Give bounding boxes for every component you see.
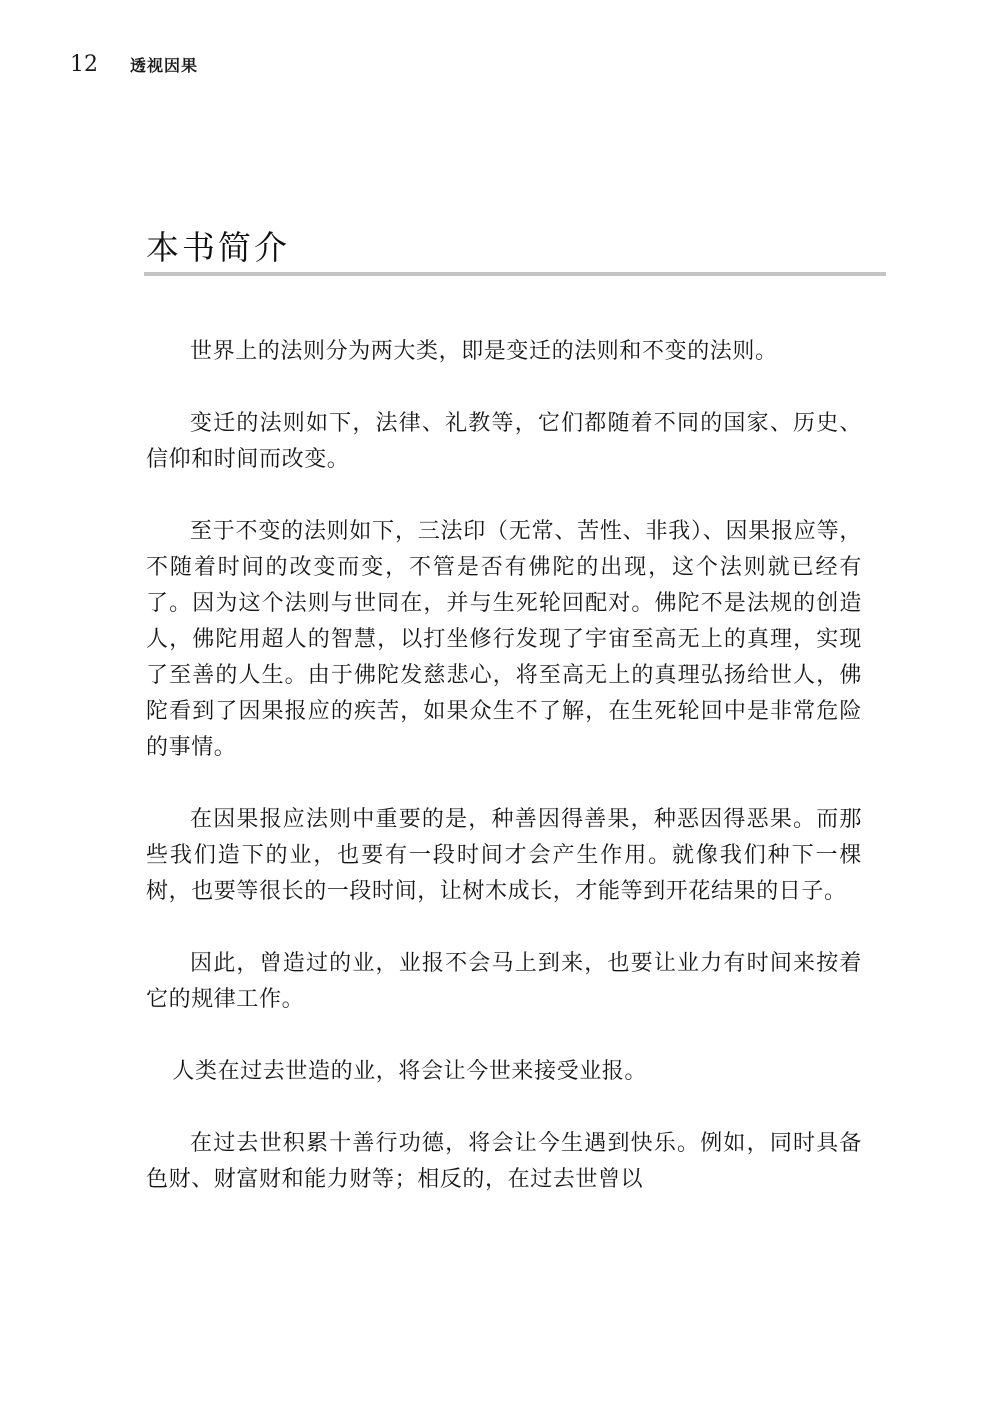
chapter-title: 本书简介 xyxy=(146,228,290,267)
page-number: 12 xyxy=(70,52,98,77)
paragraph: 人类在过去世造的业，将会让今世来接受业报。 xyxy=(172,1059,647,1084)
heading-divider xyxy=(144,272,886,276)
paragraph: 在因果报应法则中重要的是，种善因得善果，种恶因得恶果。而那些我们造下的业，也要有一段时间才会产生作用。就像我们种下一棵树，也要等很长的一段时间，让树木成长，才能等到开花结果的日子。 xyxy=(146,807,862,904)
running-title: 透视因果 xyxy=(130,56,199,75)
paragraph: 在过去世积累十善行功德，将会让今生遇到快乐。例如，同时具备色财、财富财和能力财等；相反的，在过去世曾以 xyxy=(146,1131,862,1192)
page-header xyxy=(70,52,198,82)
paragraph: 至于不变的法则如下，三法印（无常、苦性、非我）、因果报应等，不随着时间的改变而变，不管是否有佛陀的出现，这个法则就已经有了。因为这个法则与世同在，并与生死轮回配对。佛陀不是法规的创造人，佛陀用超人的智慧，以打坐修行发现了宇宙至高无上的真理，实现了至善的人生。由于佛陀发慈悲心，将至高无上的真理弘扬给世人，佛陀看到了因果报应的疾苦，如果众生不了解，在生死轮回中是非常危险的事情。 xyxy=(146,519,862,760)
paragraph: 因此，曾造过的业，业报不会马上到来，也要让业力有时间来按着它的规律工作。 xyxy=(146,951,862,1012)
paragraph: 变迁的法则如下，法律、礼教等，它们都随着不同的国家、历史、信仰和时间而改变。 xyxy=(146,411,862,472)
paragraph: 世界上的法则分为两大类，即是变迁的法则和不变的法则。 xyxy=(190,339,778,364)
body-text xyxy=(146,334,862,1234)
